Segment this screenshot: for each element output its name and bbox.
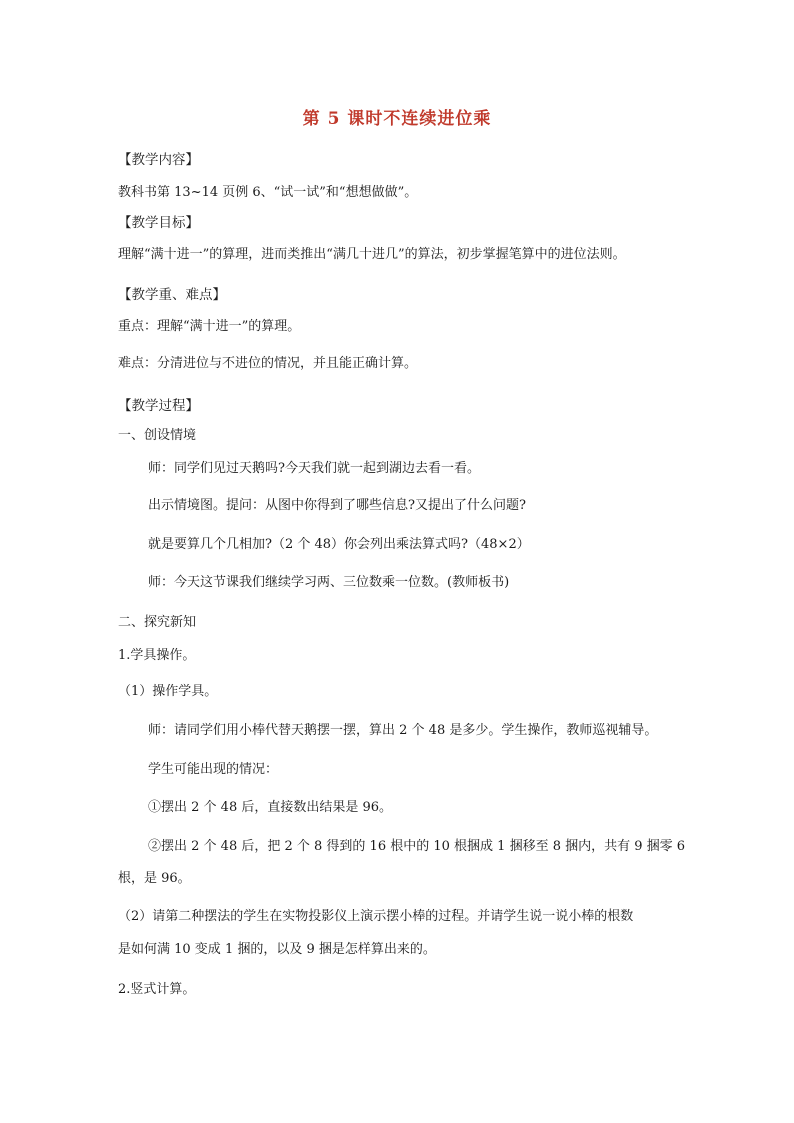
subheading-explore: 二、探究新知 [118,615,197,630]
section-heading-key-points: 【教学重、难点】 [118,287,226,303]
paragraph-possible-cases: 学生可能出现的情况： [148,762,279,777]
paragraph-case-one: ①摆出 2 个 48 后，直接数出结果是 96。 [148,800,393,815]
section-heading-goals: 【教学目标】 [118,215,199,231]
item-operate-tools: （1）操作学具。 [118,684,218,699]
item-vertical-calc: 2.竖式计算。 [118,982,196,997]
paragraph-case-two: ②摆出 2 个 48 后，把 2 个 8 得到的 16 根中的 10 根捆成 1 捆移至 8 捆内，共有 9 捆零 6 [148,839,686,854]
section-heading-content: 【教学内容】 [118,152,199,168]
paragraph-case-two-cont: 根，是 96。 [118,871,191,886]
paragraph-teacher-sticks: 师：请同学们用小棒代替天鹅摆一摆，算出 2 个 48 是多少。学生操作，教师巡视辅导。 [148,723,658,738]
paragraph-demo: （2）请第二种摆法的学生在实物投影仪上演示摆小棒的过程。并请学生说一说小棒的根数 [118,909,634,924]
paragraph-textbook-pages: 教科书第 13~14 页例 6、“试一试”和“想想做做”。 [118,185,418,200]
paragraph-goals: 理解“满十进一”的算理，进而类推出“满几十进几”的算法，初步掌握笔算中的进位法则。 [118,247,626,262]
paragraph-teacher-board: 师：今天这节课我们继续学习两、三位数乘一位数。(教师板书) [148,575,510,590]
paragraph-demo-cont: 是如何满 10 变成 1 捆的，以及 9 捆是怎样算出来的。 [118,942,436,957]
section-heading-process: 【教学过程】 [118,398,199,414]
paragraph-show-scene: 出示情境图。提问：从图中你得到了哪些信息?又提出了什么问题? [148,498,526,513]
subheading-create-scene: 一、创设情境 [118,428,197,443]
paragraph-how-many: 就是要算几个几相加?（2 个 48）你会列出乘法算式吗?（48×2） [148,537,530,552]
paragraph-difficult-point: 难点：分清进位与不进位的情况，并且能正确计算。 [118,356,418,371]
lesson-title: 第 5 课时不连续进位乘 [302,109,492,129]
paragraph-key-point: 重点：理解“满十进一”的算理。 [118,319,301,334]
paragraph-teacher-intro: 师：同学们见过天鹅吗?今天我们就一起到湖边去看一看。 [148,461,480,476]
item-tool-operation: 1.学具操作。 [118,648,196,663]
